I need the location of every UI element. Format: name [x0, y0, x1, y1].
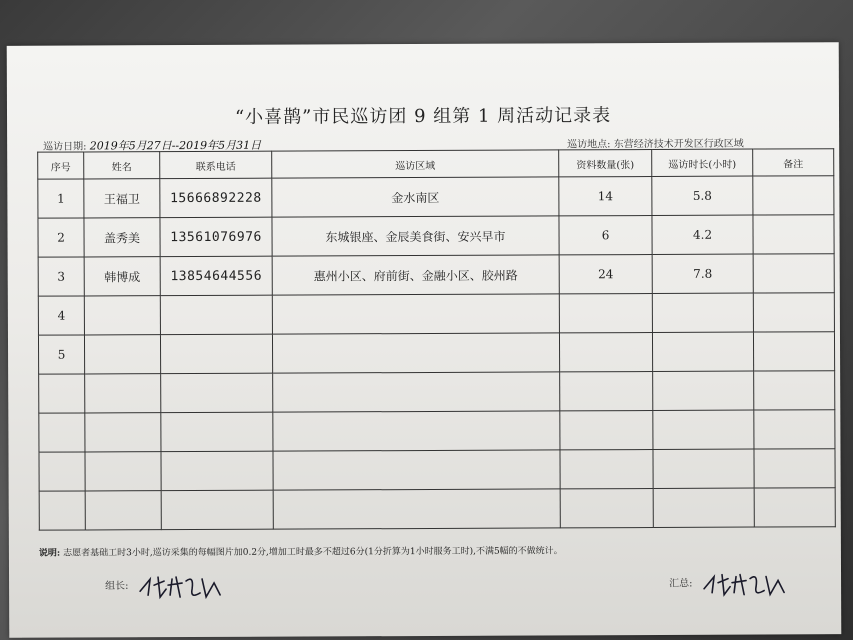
cell-remarks — [753, 176, 834, 215]
cell-index: 3 — [38, 257, 84, 296]
table-row — [38, 215, 834, 257]
cell-phone — [161, 412, 273, 451]
notes-text: 志愿者基础工时3小时,巡访采集的每幅图片加0.2分,增加工时最多不超过6分(1分折算为1小时服务工时),不满5幅的不做统计。 — [63, 546, 563, 559]
cell-phone — [161, 451, 273, 490]
notes-label: 说明: — [38, 548, 61, 559]
cell-index — [39, 374, 85, 413]
header-remarks: 备注 — [753, 149, 834, 176]
cell-count — [560, 411, 653, 450]
header-name: 姓名 — [84, 152, 160, 179]
cell-index — [39, 452, 85, 491]
cell-name — [85, 491, 161, 530]
cell-phone: 13561076976 — [160, 217, 272, 256]
cell-index — [39, 413, 85, 452]
cell-name — [85, 413, 161, 452]
cell-area: 惠州小区、府前街、金融小区、胶州路 — [272, 255, 559, 295]
cell-remarks — [753, 215, 834, 254]
cell-area — [273, 411, 560, 451]
notes — [39, 542, 835, 558]
cell-duration — [653, 488, 754, 527]
cell-name — [84, 296, 160, 335]
summary-signature-scribble — [700, 568, 790, 598]
cell-index: 1 — [38, 179, 84, 218]
cell-area — [272, 294, 559, 334]
summary-signature — [669, 568, 790, 599]
cell-count: 14 — [559, 177, 652, 216]
date-value: 2019年5月27日--2019年5月31日 — [89, 138, 262, 153]
cell-count — [560, 450, 653, 489]
document-title: “小喜鹊”市民巡访团 9 组第 1 周活动记录表 — [234, 105, 612, 128]
record-sheet — [7, 42, 842, 638]
cell-name — [85, 374, 161, 413]
cell-area — [273, 489, 560, 529]
date-label: 巡访日期: — [43, 141, 87, 153]
cell-area — [272, 333, 559, 373]
cell-area — [273, 372, 560, 412]
leader-label: 组长: — [105, 580, 129, 592]
cell-remarks — [754, 371, 835, 410]
cell-duration: 4.2 — [652, 215, 753, 254]
cell-index: 2 — [38, 218, 84, 257]
cell-duration — [652, 293, 753, 332]
cell-duration — [652, 332, 753, 371]
cell-area: 金水南区 — [272, 177, 559, 217]
cell-remarks — [754, 488, 835, 527]
table-row — [38, 332, 834, 374]
table-row — [39, 488, 835, 530]
cell-index — [39, 491, 85, 530]
cell-index: 4 — [38, 296, 84, 335]
cell-phone — [160, 295, 272, 334]
header-duration: 巡访时长(小时) — [652, 149, 753, 176]
cell-remarks — [753, 254, 834, 293]
leader-signature — [105, 571, 226, 602]
table-row — [39, 410, 835, 452]
cell-count — [559, 294, 652, 333]
header-count: 资料数量(张) — [559, 150, 652, 177]
cell-name: 韩博成 — [84, 257, 160, 296]
table-row — [39, 371, 835, 413]
cell-remarks — [753, 332, 834, 371]
cell-name — [84, 335, 160, 374]
header-index: 序号 — [38, 152, 84, 179]
table-row — [38, 254, 834, 296]
cell-phone: 13854644556 — [160, 256, 272, 295]
cell-count: 6 — [559, 216, 652, 255]
cell-area: 东城银座、金辰美食街、安兴早市 — [272, 216, 559, 256]
cell-phone — [160, 334, 272, 373]
summary-label: 汇总: — [669, 578, 693, 590]
cell-remarks — [754, 449, 835, 488]
cell-phone — [161, 490, 273, 529]
cell-duration — [653, 371, 754, 410]
cell-duration — [653, 449, 754, 488]
cell-count — [560, 489, 653, 528]
cell-area — [273, 450, 560, 490]
cell-name — [85, 452, 161, 491]
leader-signature-scribble — [136, 571, 226, 601]
cell-duration: 7.8 — [652, 254, 753, 293]
cell-duration: 5.8 — [652, 176, 753, 215]
cell-phone: 15666892228 — [160, 178, 272, 217]
cell-count — [559, 333, 652, 372]
cell-remarks — [754, 410, 835, 449]
cell-duration — [653, 410, 754, 449]
table-row — [38, 293, 834, 335]
cell-count — [560, 372, 653, 411]
activity-table — [37, 148, 836, 530]
cell-name: 盖秀美 — [84, 218, 160, 257]
table-header-row — [38, 149, 834, 179]
header-phone: 联系电话 — [160, 151, 272, 178]
table-row — [39, 449, 835, 491]
cell-index: 5 — [38, 335, 84, 374]
cell-phone — [161, 373, 273, 412]
place-label: 巡访地点: — [567, 139, 611, 151]
cell-remarks — [753, 293, 834, 332]
cell-count: 24 — [559, 255, 652, 294]
table-row — [38, 176, 834, 218]
place-value: 东营经济技术开发区行政区域 — [613, 138, 744, 151]
cell-name: 王福卫 — [84, 179, 160, 218]
header-area: 巡访区域 — [272, 150, 559, 178]
